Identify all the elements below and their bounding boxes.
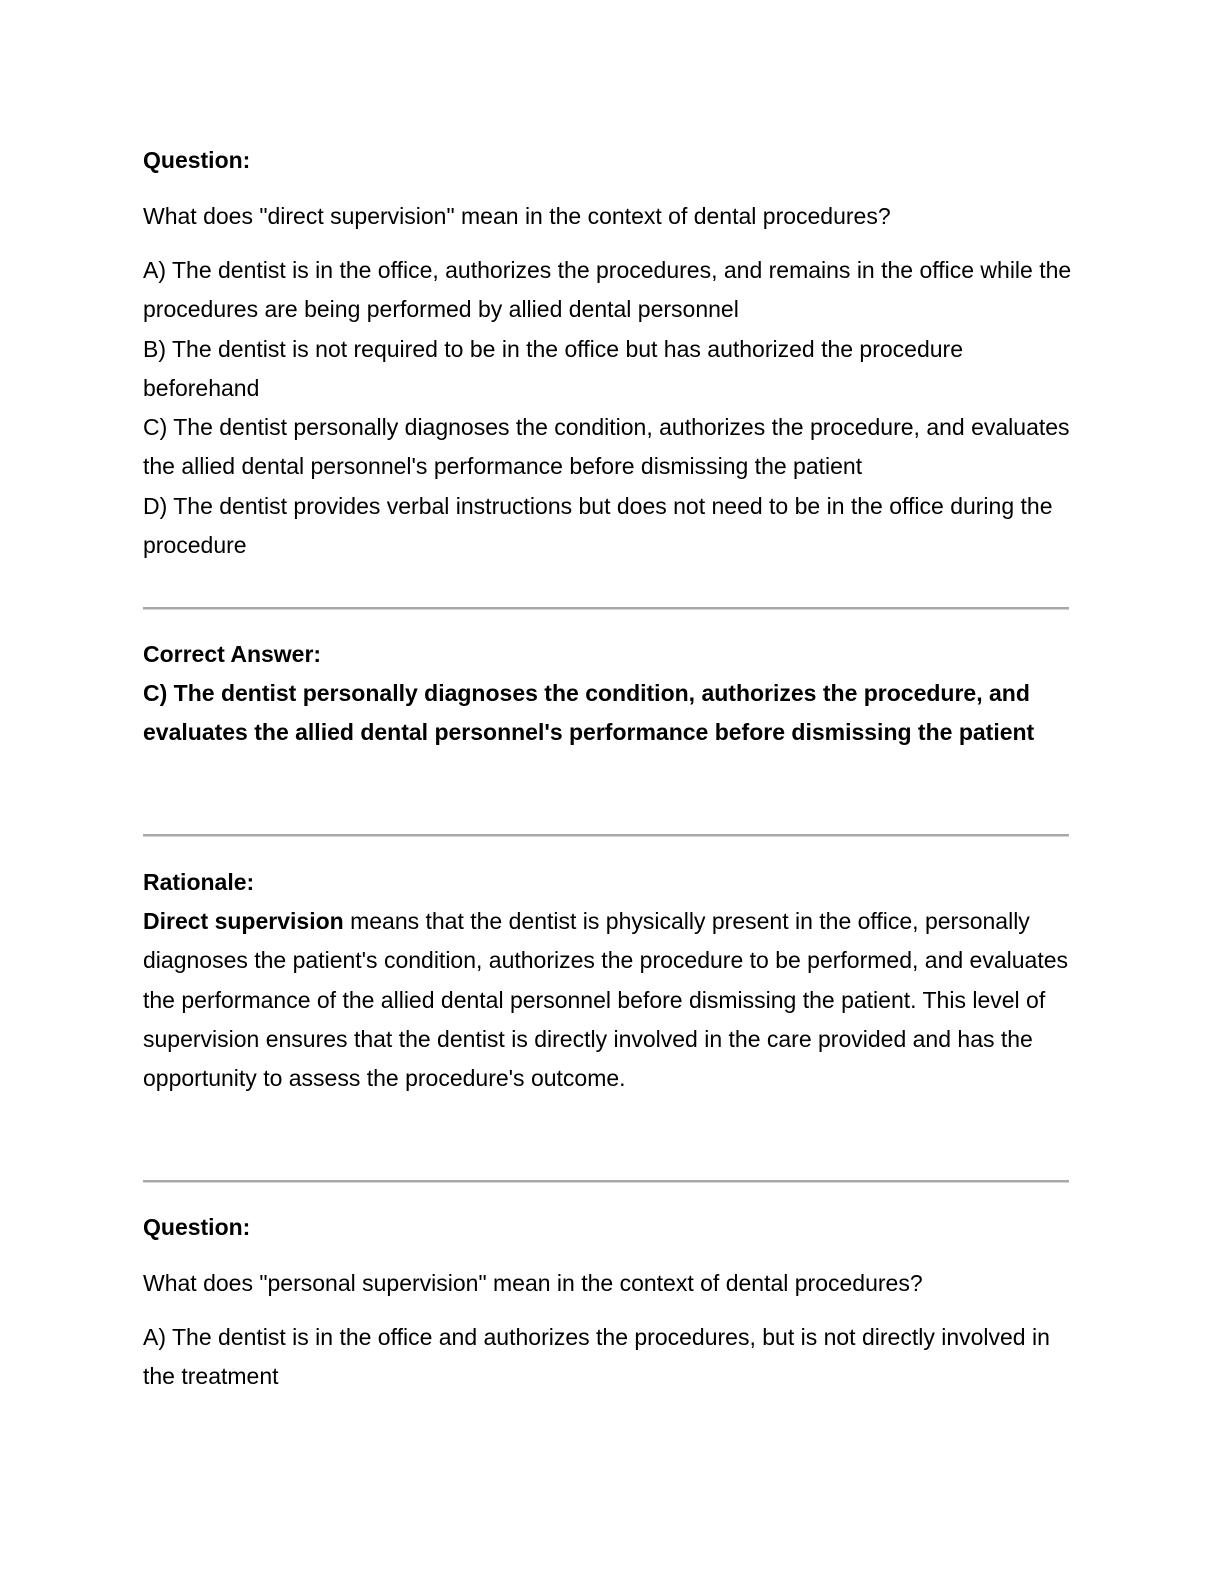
question-2-text: What does "personal supervision" mean in the context of dental procedures? bbox=[143, 1270, 923, 1296]
question-1-option-list bbox=[143, 251, 1073, 565]
question-1-option-a: A) The dentist is in the office, authorizes the procedures, and remains in the office while the procedures are being performed by allied dental personnel bbox=[143, 257, 1072, 323]
answer-heading: Correct Answer: bbox=[143, 641, 322, 667]
answer-section bbox=[143, 635, 1073, 753]
question-2-options bbox=[143, 1318, 1073, 1397]
section-divider bbox=[143, 834, 1069, 837]
question-2-text-block bbox=[143, 1264, 1073, 1303]
answer-text: C) The dentist personally diagnoses the condition, authorizes the procedure, and evaluates the allied dental personnel's performance before dismissing the patient bbox=[143, 680, 1035, 746]
question-1-option-c: C) The dentist personally diagnoses the condition, authorizes the procedure, and evaluates the allied dental personnel's performance before dismissing the patient bbox=[143, 414, 1070, 480]
question-1-option-b: B) The dentist is not required to be in the office but has authorized the procedure beforehand bbox=[143, 335, 964, 401]
section-divider bbox=[143, 607, 1069, 610]
rationale-text: means that the dentist is physically present in the office, personally diagnoses the patient's condition, authorizes the procedure to be performed, and evaluates the performance of the allied dental personnel before dismissing the patient. This level of supervision ensures that the dentist is directly involved in the care provided and has the opportunity to assess the procedure's outcome. bbox=[143, 908, 1068, 1092]
question-1-text: What does "direct supervision" mean in the context of dental procedures? bbox=[143, 203, 891, 229]
question-1-option-d: D) The dentist provides verbal instructions but does not need to be in the office during the procedure bbox=[143, 492, 1053, 559]
section-divider bbox=[143, 1180, 1069, 1183]
question-1-heading: Question: bbox=[143, 147, 251, 173]
rationale-heading: Rationale: bbox=[143, 869, 255, 895]
question-2-section bbox=[143, 1208, 1073, 1247]
rationale-lead: Direct supervision bbox=[143, 908, 344, 934]
rationale-section bbox=[143, 863, 1073, 1098]
rationale-body bbox=[143, 902, 1073, 1098]
question-2-option-list bbox=[143, 1318, 1073, 1397]
question-1-options bbox=[143, 251, 1073, 565]
question-1-text-block bbox=[143, 197, 1073, 236]
question-2-option-a: A) The dentist is in the office and authorizes the procedures, but is not directly involved in the treatment bbox=[143, 1324, 1050, 1390]
question-1-section bbox=[143, 141, 1073, 180]
question-2-heading: Question: bbox=[143, 1214, 251, 1240]
